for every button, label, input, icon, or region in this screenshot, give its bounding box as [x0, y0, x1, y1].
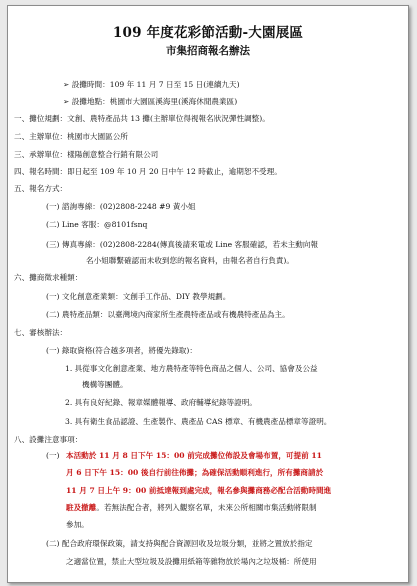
section-1-booth-plan: 一、攤位規劃：文創、農特產品共 13 攤(主辦單位得視報名狀況彈性調整)。 [14, 114, 270, 123]
section-3-contractor: 三、承辦單位：樣陽創意整合行銷有限公司 [14, 150, 159, 159]
notice-2-line-1: (二) 配合政府環保政策，請支持與配合資源回收及垃圾分類，並將之置放於指定 [46, 539, 313, 548]
admission-criteria: (一) 錄取資格(符合越多項者，將優先錄取)： [46, 346, 197, 355]
fax-line-cont: 名小姐聯繫確認而未收到您的報名資料，由報名者自行負責)。 [86, 256, 294, 265]
section-8-heading: 八、設攤注意事項： [14, 435, 83, 444]
criterion-3: 3. 具有衛生食品認證、生產製作、農產品 CAS 標章、有機農產品標章等證明。 [65, 417, 332, 426]
notice-1-line-4-red: 駐及撤離 [66, 503, 97, 512]
notice-1-line-4-rest: 。若無法配合者，將列入觀察名單，未來公所相關市集活動將限制 [96, 503, 317, 512]
fax-line: (三) 傳真專線：(02)2808-2284(傳真後請來電或 Line 客服確認，若未主動向報 [46, 240, 319, 249]
section-4-signup-time: 四、報名時間：即日起至 109 年 10 月 20 日中午 12 時截止，逾期恕不受理。 [14, 167, 282, 176]
document-title: 109 年度花彩節活動-大園展區 [112, 25, 304, 41]
event-time: ➢ 設攤時間：109 年 11 月 7 日至 15 日(連續九天) [63, 80, 240, 89]
document-page [7, 5, 409, 583]
event-location: ➢ 設攤地點：桃園市大園區溪海里(溪海休閒農業區) [63, 97, 238, 106]
consult-hotline: (一) 諮詢專線：(02)2808-2248 #9 黃小姐 [46, 202, 196, 211]
notice-1-line-1: 本活動於 11 月 8 日下午 15：00 前完成攤位佈設及會場布置，可提前 11 [66, 451, 322, 460]
criterion-1: 1. 具從事文化創意產業、地方農特產等特色商品之個人、公司、協會及公益 [65, 364, 318, 373]
category-culture: (一) 文化創意產業類：文創手工作品、DIY 教學規劃。 [46, 292, 231, 301]
line-service: (二) Line 客服：@8101fsnq [46, 220, 148, 229]
document-subtitle: 市集招商報名辦法 [166, 45, 250, 57]
criterion-2: 2. 具有良好紀錄、報章媒體報導、政府輔導紀錄等證明。 [65, 398, 257, 407]
section-6-heading: 六、攤商徵求種類： [14, 273, 83, 282]
section-5-heading: 五、報名方式： [14, 184, 68, 193]
criterion-1-cont: 機構等團體。 [82, 380, 128, 389]
notice-1-line-3: 11 月 7 日上午 9：00 前抵達報到處完成，報名參與攤商務必配合活動時間進 [66, 486, 332, 495]
notice-1-line-2: 月 6 日下午 15：00 後自行前往佈攤；為確保活動順利進行，所有攤商請於 [66, 468, 324, 477]
notice-1-label: (一) [46, 451, 60, 460]
notice-1-line-5: 參加。 [66, 520, 89, 529]
category-agri: (二) 農特產品類：以臺灣境內商家所生產農特產品或有機農特產品為主。 [46, 310, 290, 319]
section-7-heading: 七、審核辦法： [14, 328, 68, 337]
notice-1-line-4 [66, 503, 317, 513]
notice-2-line-2: 之適當位置，禁止大型垃圾及設攤用紙箱等雜物放於場內之垃圾桶：所使用 [66, 557, 317, 566]
section-2-organizer: 二、主辦單位：桃園市大園區公所 [14, 132, 128, 141]
